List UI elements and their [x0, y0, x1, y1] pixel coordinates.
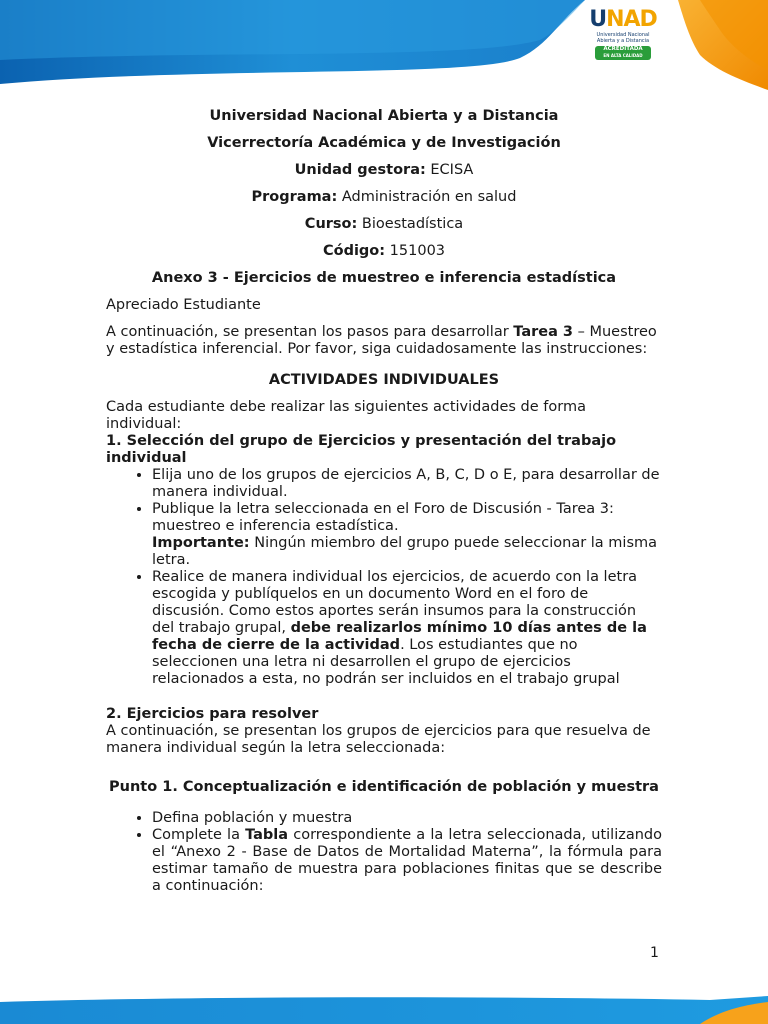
bullet3-text-a: Realice de manera individual los ejercicios, de acuerdo con la letra escogida y publíquelos en un documento Word en el foro de discusión. Como estos aportes serán insumos para la construcción del trabajo grupal, [152, 569, 638, 636]
programa-value: Administración en salud [337, 189, 517, 205]
intro-text-a: A continuación, se presentan los pasos para desarrollar [106, 324, 514, 340]
punto1-table-word: Tabla [245, 827, 289, 843]
greeting: Apreciado Estudiante [106, 297, 261, 313]
punto1-bullet-1: • Defina población y muestra [152, 810, 662, 827]
badge-line-1: ACREDITADA [603, 46, 643, 52]
step2-lead: A continuación, se presentan los grupos de ejercicios para que resuelva de manera individual según la letra seleccionada: [106, 723, 651, 756]
intro-text-b: – Muestreo y estadística inferencial. Por favor, siga cuidadosamente las instrucciones: [106, 324, 657, 357]
bullet2-important-label: Importante: [152, 535, 250, 551]
logo-brand-u: U [589, 7, 607, 32]
step1-bullet-3 [152, 569, 662, 688]
badge-line-2: EN ALTA CALIDAD [603, 53, 643, 58]
punto1-bullet2-text-a: Complete la [152, 827, 246, 843]
bullet2-text-b: Ningún miembro del grupo puede seleccionar la misma letra. [152, 535, 658, 568]
logo-brand-nad: NAD [606, 7, 657, 32]
punto1-heading: Punto 1. Conceptualización e identificación de población y muestra [109, 779, 659, 795]
page-number: 1 [650, 945, 659, 961]
step2-heading: 2. Ejercicios para resolver [106, 706, 319, 722]
accreditation-badge [595, 46, 651, 60]
footer-band [0, 996, 768, 1024]
curso-value: Bioestadística [357, 216, 464, 232]
codigo-line [106, 243, 662, 260]
curso-label: Curso: [304, 216, 358, 232]
punto1-list [106, 810, 662, 895]
punto1-bullet-2 [152, 827, 662, 895]
bullet2-text-a: Publique la letra seleccionada en el Foro de Discusión - Tarea 3: muestreo e inferencia estadística. [152, 501, 614, 534]
activities-lead: Cada estudiante debe realizar las siguientes actividades de forma individual: [106, 399, 586, 432]
intro-paragraph [106, 324, 662, 358]
punto1-bullet2-text-b: correspondiente a la letra seleccionada, utilizando el “Anexo 2 - Base de Datos de Mortalidad Materna”, la fórmula para estimar tamaño de muestra para poblaciones finitas que se describe a continuación: [152, 827, 662, 894]
codigo-label: Código: [322, 243, 386, 259]
university-title: Universidad Nacional Abierta y a Distancia [209, 108, 559, 124]
logo-wordmark [580, 8, 666, 32]
vicerrectoria-title: Vicerrectoría Académica y de Investigación [207, 135, 561, 151]
step1-list [106, 467, 662, 688]
anexo-title: Anexo 3 - Ejercicios de muestreo e inferencia estadística [151, 270, 617, 286]
programa-label: Programa: [251, 189, 338, 205]
unidad-value: ECISA [425, 162, 474, 178]
step1-bullet-1: • Elija uno de los grupos de ejercicios A, B, C, D o E, para desarrollar de manera individual. [152, 467, 662, 501]
unidad-label: Unidad gestora: [294, 162, 426, 178]
activities-heading: ACTIVIDADES INDIVIDUALES [268, 372, 500, 388]
unad-logo [580, 8, 666, 80]
step1-heading: 1. Selección del grupo de Ejercicios y presentación del trabajo individual [106, 433, 617, 466]
curso-line [106, 216, 662, 233]
programa-line [106, 189, 662, 206]
bullet3-text-b: . Los estudiantes que no seleccionen una letra ni desarrollen el grupo de ejercicios relacionados a esta, no podrán ser incluidos en el trabajo grupal [152, 637, 620, 687]
logo-subtitle-1: Universidad Nacional [596, 32, 650, 38]
unidad-line [106, 162, 662, 179]
document-body [106, 108, 662, 895]
footer-wave-graphic [0, 996, 768, 1024]
logo-subtitle-2: Abierta y a Distancia [596, 38, 650, 44]
codigo-value: 151003 [385, 243, 446, 259]
step1-bullet-2 [152, 501, 662, 569]
bullet3-deadline: debe realizarlos mínimo 10 días antes de la fecha de cierre de la actividad [152, 620, 647, 653]
intro-task-name: Tarea 3 [513, 324, 574, 340]
